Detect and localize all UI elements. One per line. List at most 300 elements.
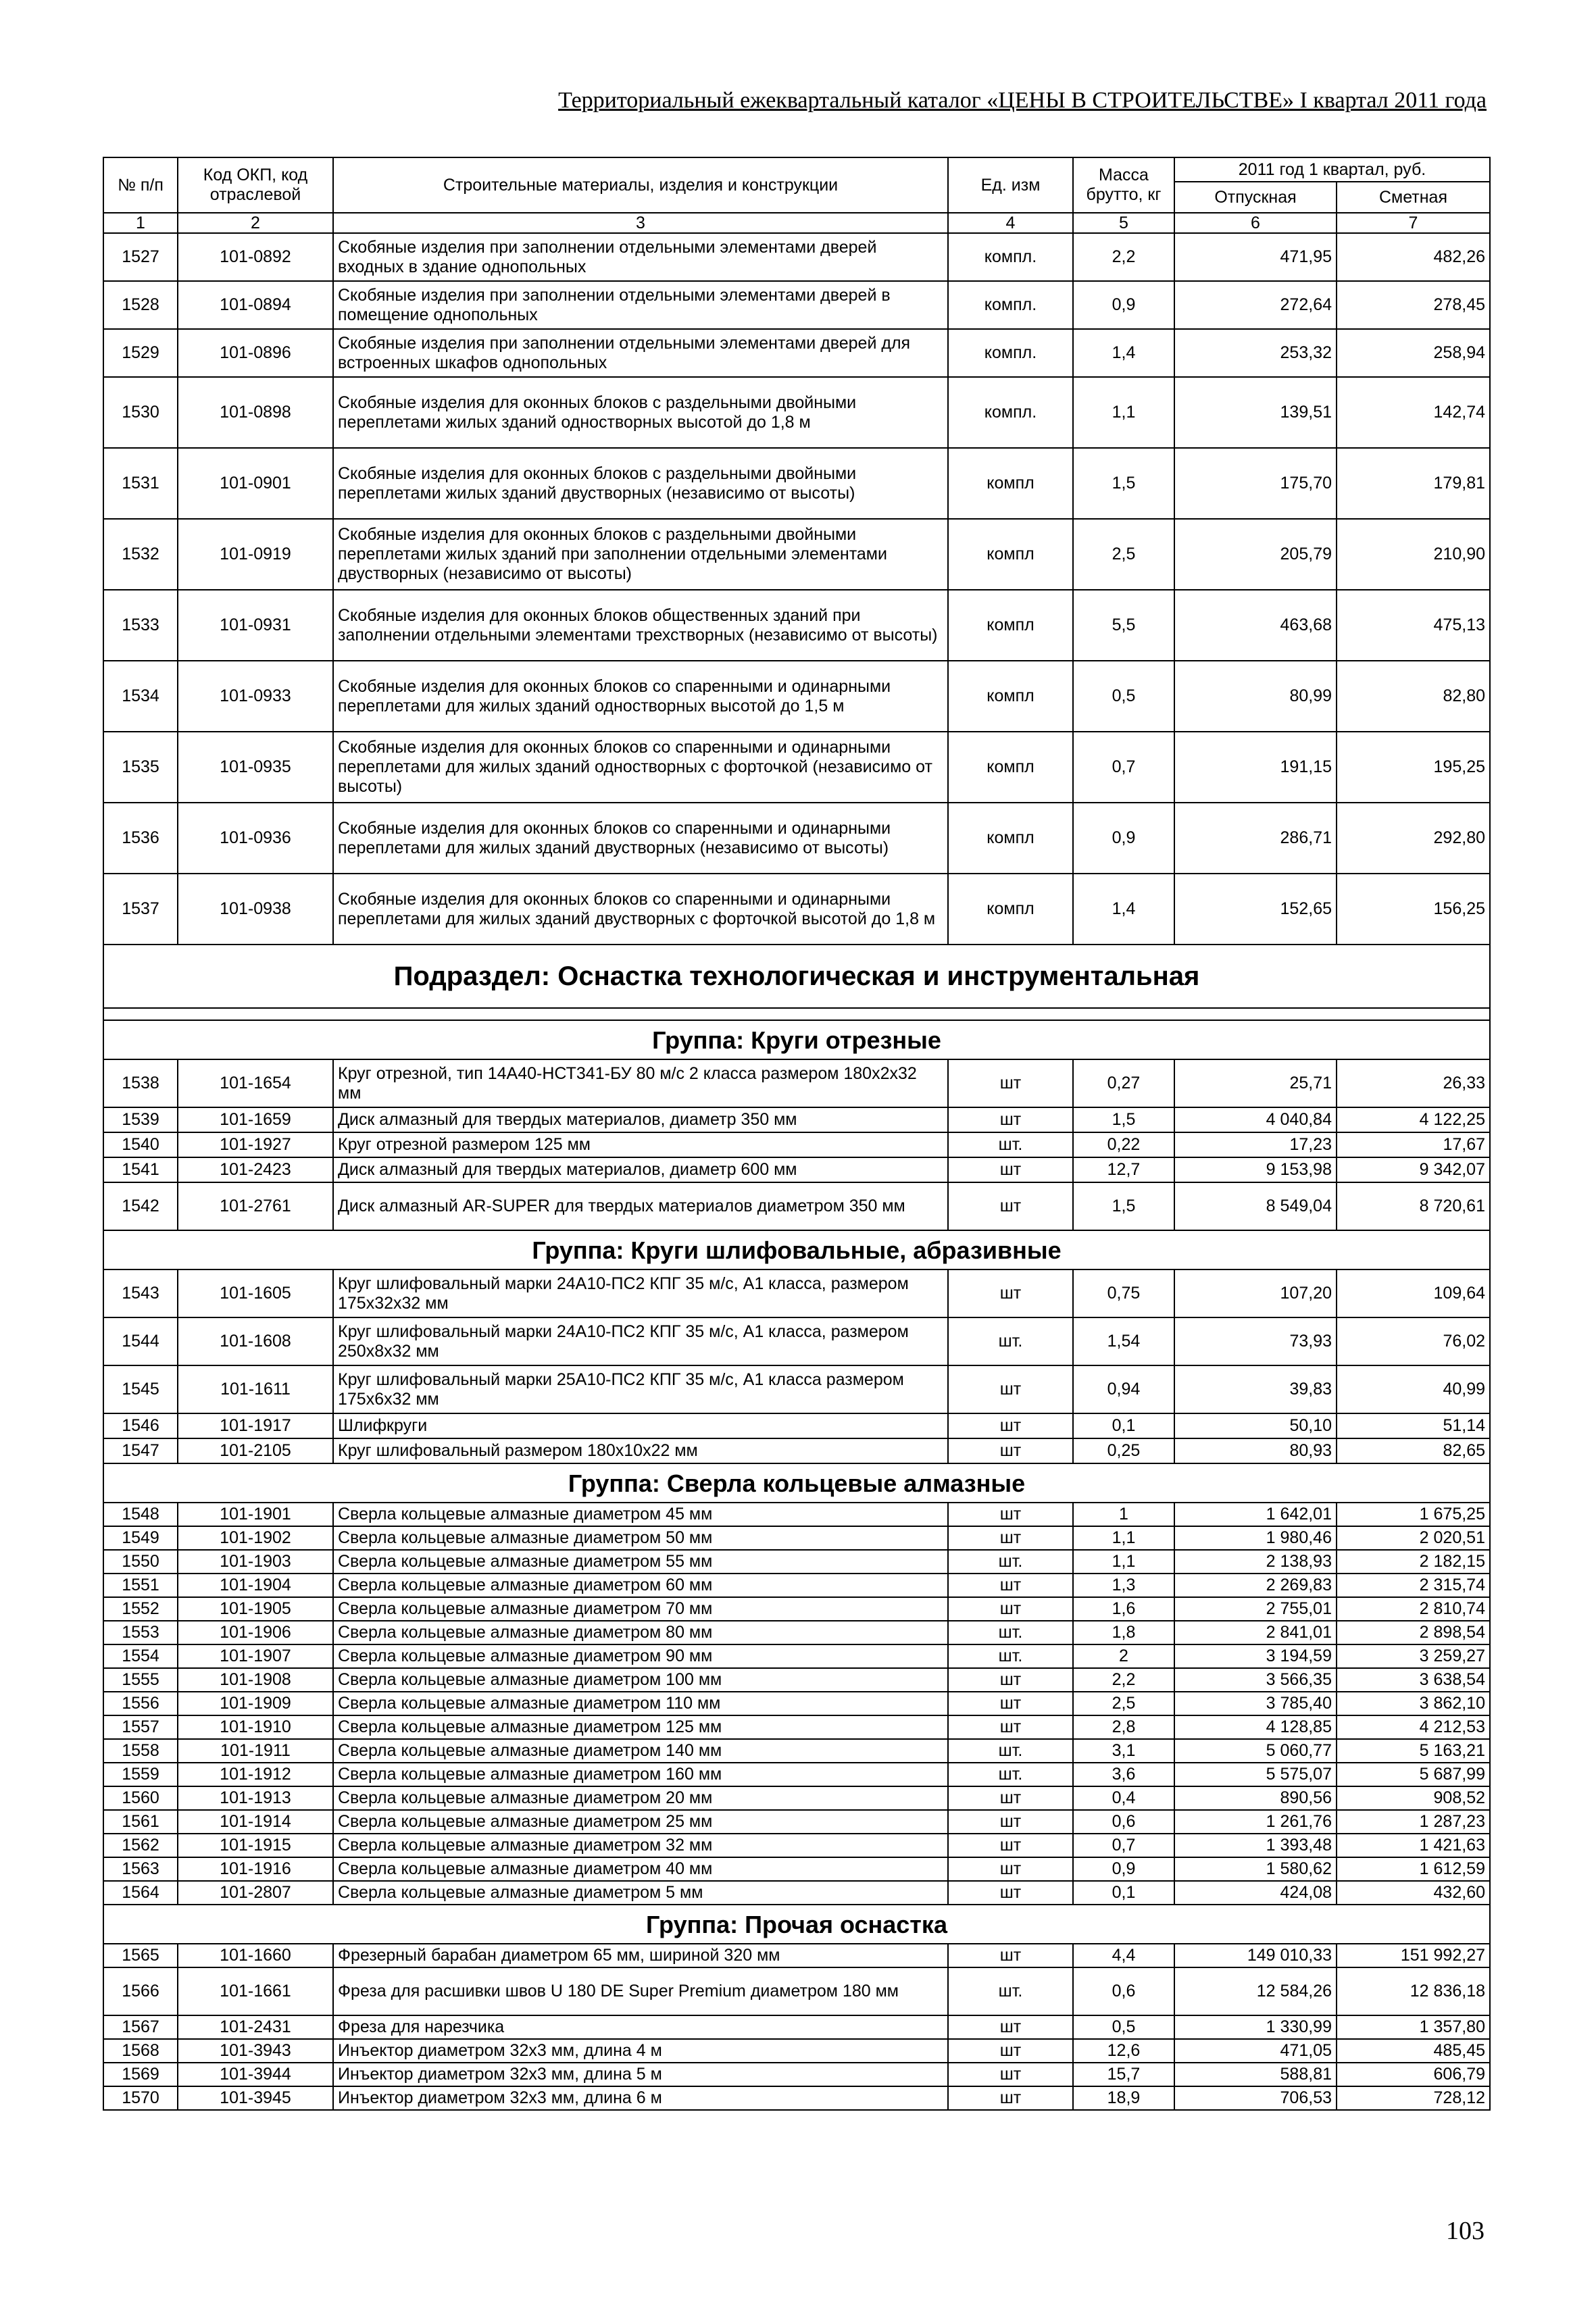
row-number: 1547: [103, 1438, 178, 1463]
table-row: [103, 1967, 1490, 2015]
row-name: Фрезерный барабан диаметром 65 мм, шириной 320 мм: [333, 1944, 948, 1967]
row-code: 101-3943: [178, 2039, 333, 2063]
row-unit: компл: [948, 803, 1073, 874]
row-estimate-price: 278,45: [1337, 281, 1490, 329]
row-estimate-price: 76,02: [1337, 1317, 1490, 1365]
table-row: [103, 2039, 1490, 2063]
table-row: [103, 1739, 1490, 1763]
row-sell-price: 3 194,59: [1174, 1644, 1337, 1668]
row-mass: 0,6: [1073, 1967, 1174, 2015]
row-name: Сверла кольцевые алмазные диаметром 125 мм: [333, 1715, 948, 1739]
row-unit: компл: [948, 661, 1073, 732]
row-sell-price: 5 060,77: [1174, 1739, 1337, 1763]
row-name: Диск алмазный для твердых материалов, диаметр 600 мм: [333, 1157, 948, 1182]
header-estimate: Сметная: [1337, 182, 1490, 213]
row-code: 101-0898: [178, 377, 333, 448]
row-code: 101-1917: [178, 1413, 333, 1438]
row-sell-price: 286,71: [1174, 803, 1337, 874]
row-unit: шт: [948, 1059, 1073, 1107]
table-row: [103, 1413, 1490, 1438]
header-num: № п/п: [103, 157, 178, 213]
row-sell-price: 39,83: [1174, 1365, 1337, 1413]
row-mass: 0,9: [1073, 281, 1174, 329]
row-number: 1553: [103, 1621, 178, 1644]
row-unit: шт: [948, 2086, 1073, 2110]
row-sell-price: 1 580,62: [1174, 1857, 1337, 1881]
row-estimate-price: 3 862,10: [1337, 1692, 1490, 1715]
row-name: Инъектор диаметром 32х3 мм, длина 6 м: [333, 2086, 948, 2110]
table-row: [103, 1503, 1490, 1526]
row-number: 1564: [103, 1881, 178, 1905]
row-number: 1538: [103, 1059, 178, 1107]
row-unit: шт: [948, 1503, 1073, 1526]
row-sell-price: 17,23: [1174, 1132, 1337, 1157]
row-name: Сверла кольцевые алмазные диаметром 40 мм: [333, 1857, 948, 1881]
row-unit: шт: [948, 1668, 1073, 1692]
group-title: Группа: Круги отрезные: [103, 1020, 1490, 1059]
row-number: 1562: [103, 1834, 178, 1857]
row-unit: шт: [948, 1574, 1073, 1597]
header-unit: Ед. изм: [948, 157, 1073, 213]
row-code: 101-2431: [178, 2015, 333, 2039]
table-row: [103, 377, 1490, 448]
row-sell-price: 1 330,99: [1174, 2015, 1337, 2039]
row-unit: шт: [948, 1834, 1073, 1857]
row-name: Круг отрезной размером 125 мм: [333, 1132, 948, 1157]
row-sell-price: 3 566,35: [1174, 1668, 1337, 1692]
colnum: 1: [103, 213, 178, 233]
row-name: Круг шлифовальный размером 180х10х22 мм: [333, 1438, 948, 1463]
row-mass: 4,4: [1073, 1944, 1174, 1967]
row-estimate-price: 5 163,21: [1337, 1739, 1490, 1763]
table-row: [103, 1810, 1490, 1834]
row-code: 101-0935: [178, 732, 333, 803]
row-code: 101-1916: [178, 1857, 333, 1881]
row-name: Фреза для нарезчика: [333, 2015, 948, 2039]
row-code: 101-1605: [178, 1269, 333, 1317]
row-name: Сверла кольцевые алмазные диаметром 70 мм: [333, 1597, 948, 1621]
row-unit: шт: [948, 1438, 1073, 1463]
row-code: 101-2761: [178, 1182, 333, 1230]
row-number: 1555: [103, 1668, 178, 1692]
row-mass: 2,5: [1073, 1692, 1174, 1715]
row-estimate-price: 2 182,15: [1337, 1550, 1490, 1574]
row-sell-price: 3 785,40: [1174, 1692, 1337, 1715]
row-number: 1558: [103, 1739, 178, 1763]
subsection-title: Подраздел: Оснастка технологическая и инструментальная: [103, 945, 1490, 1008]
row-code: 101-1915: [178, 1834, 333, 1857]
row-estimate-price: 2 810,74: [1337, 1597, 1490, 1621]
row-mass: 3,6: [1073, 1763, 1174, 1786]
row-unit: шт: [948, 1692, 1073, 1715]
row-mass: 1,6: [1073, 1597, 1174, 1621]
row-name: Скобяные изделия для оконных блоков со спаренными и одинарными переплетами для жилых зданий одностворных с форточкой (независимо от высоты): [333, 732, 948, 803]
row-estimate-price: 82,80: [1337, 661, 1490, 732]
table-row: [103, 1834, 1490, 1857]
row-code: 101-1912: [178, 1763, 333, 1786]
row-unit: компл.: [948, 329, 1073, 377]
row-sell-price: 1 980,46: [1174, 1526, 1337, 1550]
row-code: 101-1901: [178, 1503, 333, 1526]
group-block: [103, 1230, 1490, 1269]
row-mass: 0,1: [1073, 1413, 1174, 1438]
row-unit: компл: [948, 590, 1073, 661]
row-unit: шт: [948, 1810, 1073, 1834]
row-unit: шт: [948, 1597, 1073, 1621]
row-sell-price: 471,05: [1174, 2039, 1337, 2063]
row-number: 1548: [103, 1503, 178, 1526]
table-row: [103, 874, 1490, 945]
row-estimate-price: 606,79: [1337, 2063, 1490, 2086]
row-name: Сверла кольцевые алмазные диаметром 60 мм: [333, 1574, 948, 1597]
row-sell-price: 4 040,84: [1174, 1107, 1337, 1132]
row-number: 1560: [103, 1786, 178, 1810]
row-sell-price: 1 261,76: [1174, 1810, 1337, 1834]
table-row: [103, 1944, 1490, 1967]
row-code: 101-0933: [178, 661, 333, 732]
row-code: 101-0931: [178, 590, 333, 661]
row-estimate-price: 482,26: [1337, 233, 1490, 281]
row-mass: 0,9: [1073, 803, 1174, 874]
row-sell-price: 80,99: [1174, 661, 1337, 732]
row-unit: шт: [948, 1182, 1073, 1230]
row-sell-price: 272,64: [1174, 281, 1337, 329]
row-sell-price: 175,70: [1174, 448, 1337, 519]
row-number: 1559: [103, 1763, 178, 1786]
row-mass: 0,9: [1073, 1857, 1174, 1881]
row-estimate-price: 475,13: [1337, 590, 1490, 661]
row-name: Фреза для расшивки швов U 180 DE Super Premium диаметром 180 мм: [333, 1967, 948, 2015]
row-name: Диск алмазный AR-SUPER для твердых материалов диаметром 350 мм: [333, 1182, 948, 1230]
table-row: [103, 1269, 1490, 1317]
row-code: 101-1611: [178, 1365, 333, 1413]
row-unit: компл: [948, 874, 1073, 945]
row-unit: компл: [948, 519, 1073, 590]
row-name: Скобяные изделия для оконных блоков со спаренными и одинарными переплетами для жилых зданий двустворных с форточкой высотой до 1,8 м: [333, 874, 948, 945]
row-code: 101-0894: [178, 281, 333, 329]
group-title: Группа: Сверла кольцевые алмазные: [103, 1463, 1490, 1503]
row-code: 101-0901: [178, 448, 333, 519]
row-mass: 1,4: [1073, 329, 1174, 377]
row-estimate-price: 1 612,59: [1337, 1857, 1490, 1881]
row-sell-price: 5 575,07: [1174, 1763, 1337, 1786]
row-sell-price: 2 269,83: [1174, 1574, 1337, 1597]
table-row: [103, 1059, 1490, 1107]
row-sell-price: 2 138,93: [1174, 1550, 1337, 1574]
row-mass: 0,5: [1073, 661, 1174, 732]
row-unit: шт: [948, 1786, 1073, 1810]
row-estimate-price: 9 342,07: [1337, 1157, 1490, 1182]
row-estimate-price: 258,94: [1337, 329, 1490, 377]
table-header: [103, 157, 1490, 233]
row-name: Сверла кольцевые алмазные диаметром 140 мм: [333, 1739, 948, 1763]
row-sell-price: 588,81: [1174, 2063, 1337, 2086]
colnum: 7: [1337, 213, 1490, 233]
row-unit: шт: [948, 1857, 1073, 1881]
table-row: [103, 1644, 1490, 1668]
catalog-header: Территориальный ежеквартальный каталог «ЦЕНЫ В СТРОИТЕЛЬСТВЕ» I квартал 2011 года: [558, 88, 1487, 113]
row-number: 1530: [103, 377, 178, 448]
row-mass: 12,6: [1073, 2039, 1174, 2063]
row-sell-price: 890,56: [1174, 1786, 1337, 1810]
row-unit: компл: [948, 732, 1073, 803]
row-estimate-price: 82,65: [1337, 1438, 1490, 1463]
row-code: 101-0919: [178, 519, 333, 590]
row-sell-price: 139,51: [1174, 377, 1337, 448]
row-sell-price: 73,93: [1174, 1317, 1337, 1365]
column-numbers: [103, 213, 1490, 233]
row-number: 1542: [103, 1182, 178, 1230]
row-name: Инъектор диаметром 32х3 мм, длина 5 м: [333, 2063, 948, 2086]
row-number: 1545: [103, 1365, 178, 1413]
header-sell: Отпускная: [1174, 182, 1337, 213]
row-mass: 1,3: [1073, 1574, 1174, 1597]
row-name: Круг отрезной, тип 14А40-НСТ341-БУ 80 м/с 2 класса размером 180х2х32 мм: [333, 1059, 948, 1107]
row-name: Скобяные изделия при заполнении отдельными элементами дверей в помещение однопольных: [333, 281, 948, 329]
table-row: [103, 1692, 1490, 1715]
subsection-block: [103, 945, 1490, 1059]
header-mass: Масса брутто, кг: [1073, 157, 1174, 213]
colnum: 6: [1174, 213, 1337, 233]
row-name: Скобяные изделия при заполнении отдельными элементами дверей для встроенных шкафов однопольных: [333, 329, 948, 377]
row-name: Сверла кольцевые алмазные диаметром 100 мм: [333, 1668, 948, 1692]
row-mass: 2,2: [1073, 1668, 1174, 1692]
row-estimate-price: 40,99: [1337, 1365, 1490, 1413]
row-number: 1540: [103, 1132, 178, 1157]
row-sell-price: 149 010,33: [1174, 1944, 1337, 1967]
row-name: Сверла кольцевые алмазные диаметром 20 мм: [333, 1786, 948, 1810]
row-mass: 1,1: [1073, 377, 1174, 448]
row-unit: шт.: [948, 1621, 1073, 1644]
row-number: 1565: [103, 1944, 178, 1967]
row-number: 1534: [103, 661, 178, 732]
row-estimate-price: 292,80: [1337, 803, 1490, 874]
row-unit: шт.: [948, 1644, 1073, 1668]
row-number: 1543: [103, 1269, 178, 1317]
row-unit: шт: [948, 1413, 1073, 1438]
rows-cutting-wheels: [103, 1059, 1490, 1230]
row-unit: шт: [948, 1944, 1073, 1967]
row-code: 101-1608: [178, 1317, 333, 1365]
rows-hardware: [103, 233, 1490, 945]
row-code: 101-1661: [178, 1967, 333, 2015]
row-estimate-price: 1 287,23: [1337, 1810, 1490, 1834]
row-name: Сверла кольцевые алмазные диаметром 90 мм: [333, 1644, 948, 1668]
row-mass: 0,25: [1073, 1438, 1174, 1463]
row-name: Круг шлифовальный марки 25А10-ПС2 КПГ 35 м/с, А1 класса размером 175х6х32 мм: [333, 1365, 948, 1413]
table-row: [103, 1715, 1490, 1739]
row-number: 1544: [103, 1317, 178, 1365]
row-sell-price: 1 642,01: [1174, 1503, 1337, 1526]
row-unit: шт: [948, 1157, 1073, 1182]
row-number: 1552: [103, 1597, 178, 1621]
row-number: 1570: [103, 2086, 178, 2110]
row-sell-price: 471,95: [1174, 233, 1337, 281]
row-code: 101-1654: [178, 1059, 333, 1107]
row-sell-price: 107,20: [1174, 1269, 1337, 1317]
row-name: Сверла кольцевые алмазные диаметром 25 мм: [333, 1810, 948, 1834]
row-unit: шт.: [948, 1763, 1073, 1786]
row-mass: 1,4: [1073, 874, 1174, 945]
colnum: 5: [1073, 213, 1174, 233]
table-row: [103, 1182, 1490, 1230]
row-code: 101-1908: [178, 1668, 333, 1692]
row-unit: шт: [948, 2039, 1073, 2063]
row-sell-price: 80,93: [1174, 1438, 1337, 1463]
row-name: Скобяные изделия для оконных блоков общественных зданий при заполнении отдельными элементами трехстворных (независимо от высоты): [333, 590, 948, 661]
row-name: Диск алмазный для твердых материалов, диаметр 350 мм: [333, 1107, 948, 1132]
row-name: Сверла кольцевые алмазные диаметром 55 мм: [333, 1550, 948, 1574]
row-number: 1550: [103, 1550, 178, 1574]
row-code: 101-3945: [178, 2086, 333, 2110]
row-sell-price: 191,15: [1174, 732, 1337, 803]
spacer-row: [103, 1008, 1490, 1020]
row-unit: компл.: [948, 377, 1073, 448]
row-mass: 1,5: [1073, 1107, 1174, 1132]
row-estimate-price: 4 122,25: [1337, 1107, 1490, 1132]
row-number: 1536: [103, 803, 178, 874]
table-row: [103, 1574, 1490, 1597]
row-estimate-price: 151 992,27: [1337, 1944, 1490, 1967]
row-code: 101-1927: [178, 1132, 333, 1157]
table-row: [103, 2015, 1490, 2039]
row-code: 101-0896: [178, 329, 333, 377]
table-row: [103, 329, 1490, 377]
row-mass: 0,27: [1073, 1059, 1174, 1107]
row-mass: 0,1: [1073, 1881, 1174, 1905]
row-number: 1533: [103, 590, 178, 661]
row-mass: 3,1: [1073, 1739, 1174, 1763]
row-code: 101-1660: [178, 1944, 333, 1967]
row-sell-price: 4 128,85: [1174, 1715, 1337, 1739]
row-number: 1541: [103, 1157, 178, 1182]
row-sell-price: 424,08: [1174, 1881, 1337, 1905]
row-mass: 1: [1073, 1503, 1174, 1526]
row-estimate-price: 179,81: [1337, 448, 1490, 519]
rows-grinding-wheels: [103, 1269, 1490, 1463]
rows-core-drills: [103, 1503, 1490, 1905]
row-name: Сверла кольцевые алмазные диаметром 110 мм: [333, 1692, 948, 1715]
table-row: [103, 590, 1490, 661]
table-row: [103, 2086, 1490, 2110]
row-unit: компл: [948, 448, 1073, 519]
table-row: [103, 519, 1490, 590]
row-estimate-price: 3 259,27: [1337, 1644, 1490, 1668]
row-name: Скобяные изделия для оконных блоков с раздельными двойными переплетами жилых зданий при заполнении отдельными элементами двустворных (независимо от высоты): [333, 519, 948, 590]
row-mass: 12,7: [1073, 1157, 1174, 1182]
row-code: 101-1906: [178, 1621, 333, 1644]
group-block: [103, 1463, 1490, 1503]
row-unit: шт: [948, 2063, 1073, 2086]
row-mass: 18,9: [1073, 2086, 1174, 2110]
row-mass: 5,5: [1073, 590, 1174, 661]
row-estimate-price: 12 836,18: [1337, 1967, 1490, 2015]
page-number: 103: [1446, 2217, 1485, 2245]
row-unit: шт.: [948, 1550, 1073, 1574]
row-number: 1528: [103, 281, 178, 329]
row-estimate-price: 17,67: [1337, 1132, 1490, 1157]
row-sell-price: 50,10: [1174, 1413, 1337, 1438]
row-mass: 0,22: [1073, 1132, 1174, 1157]
row-mass: 1,54: [1073, 1317, 1174, 1365]
row-name: Сверла кольцевые алмазные диаметром 45 мм: [333, 1503, 948, 1526]
rows-other-tooling: [103, 1944, 1490, 2110]
group-title: Группа: Круги шлифовальные, абразивные: [103, 1230, 1490, 1269]
row-name: Скобяные изделия для оконных блоков с раздельными двойными переплетами жилых зданий одностворных высотой до 1,8 м: [333, 377, 948, 448]
group-block: [103, 1905, 1490, 1944]
row-code: 101-1914: [178, 1810, 333, 1834]
row-sell-price: 706,53: [1174, 2086, 1337, 2110]
row-code: 101-3944: [178, 2063, 333, 2086]
table-row: [103, 1621, 1490, 1644]
row-estimate-price: 2 898,54: [1337, 1621, 1490, 1644]
row-unit: шт.: [948, 1132, 1073, 1157]
row-mass: 2,5: [1073, 519, 1174, 590]
table-row: [103, 1132, 1490, 1157]
row-number: 1551: [103, 1574, 178, 1597]
row-code: 101-1902: [178, 1526, 333, 1550]
row-estimate-price: 5 687,99: [1337, 1763, 1490, 1786]
row-estimate-price: 195,25: [1337, 732, 1490, 803]
row-mass: 0,4: [1073, 1786, 1174, 1810]
row-unit: компл.: [948, 281, 1073, 329]
table-row: [103, 1668, 1490, 1692]
row-unit: шт: [948, 2015, 1073, 2039]
row-unit: шт: [948, 1526, 1073, 1550]
row-code: 101-2105: [178, 1438, 333, 1463]
row-mass: 0,7: [1073, 732, 1174, 803]
row-estimate-price: 2 020,51: [1337, 1526, 1490, 1550]
row-number: 1556: [103, 1692, 178, 1715]
row-number: 1535: [103, 732, 178, 803]
row-number: 1563: [103, 1857, 178, 1881]
table-row: [103, 661, 1490, 732]
row-number: 1568: [103, 2039, 178, 2063]
row-sell-price: 25,71: [1174, 1059, 1337, 1107]
row-code: 101-2423: [178, 1157, 333, 1182]
table-row: [103, 803, 1490, 874]
row-estimate-price: 485,45: [1337, 2039, 1490, 2063]
table-row: [103, 1438, 1490, 1463]
table-row: [103, 1317, 1490, 1365]
row-estimate-price: 728,12: [1337, 2086, 1490, 2110]
row-number: 1569: [103, 2063, 178, 2086]
row-estimate-price: 156,25: [1337, 874, 1490, 945]
table-row: [103, 1526, 1490, 1550]
row-mass: 0,7: [1073, 1834, 1174, 1857]
row-number: 1561: [103, 1810, 178, 1834]
row-estimate-price: 2 315,74: [1337, 1574, 1490, 1597]
row-sell-price: 12 584,26: [1174, 1967, 1337, 2015]
row-code: 101-1903: [178, 1550, 333, 1574]
row-unit: шт.: [948, 1317, 1073, 1365]
row-estimate-price: 3 638,54: [1337, 1668, 1490, 1692]
row-name: Сверла кольцевые алмазные диаметром 32 мм: [333, 1834, 948, 1857]
row-mass: 1,1: [1073, 1526, 1174, 1550]
row-sell-price: 2 841,01: [1174, 1621, 1337, 1644]
row-name: Скобяные изделия для оконных блоков со спаренными и одинарными переплетами для жилых зданий одностворных высотой до 1,5 м: [333, 661, 948, 732]
row-number: 1539: [103, 1107, 178, 1132]
table-row: [103, 448, 1490, 519]
row-sell-price: 463,68: [1174, 590, 1337, 661]
row-code: 101-1659: [178, 1107, 333, 1132]
row-estimate-price: 51,14: [1337, 1413, 1490, 1438]
row-unit: шт: [948, 1365, 1073, 1413]
row-name: Круг шлифовальный марки 24А10-ПС2 КПГ 35 м/с, А1 класса, размером 250х8х32 мм: [333, 1317, 948, 1365]
row-name: Скобяные изделия при заполнении отдельными элементами дверей входных в здание однопольных: [333, 233, 948, 281]
row-estimate-price: 142,74: [1337, 377, 1490, 448]
table-row: [103, 1365, 1490, 1413]
